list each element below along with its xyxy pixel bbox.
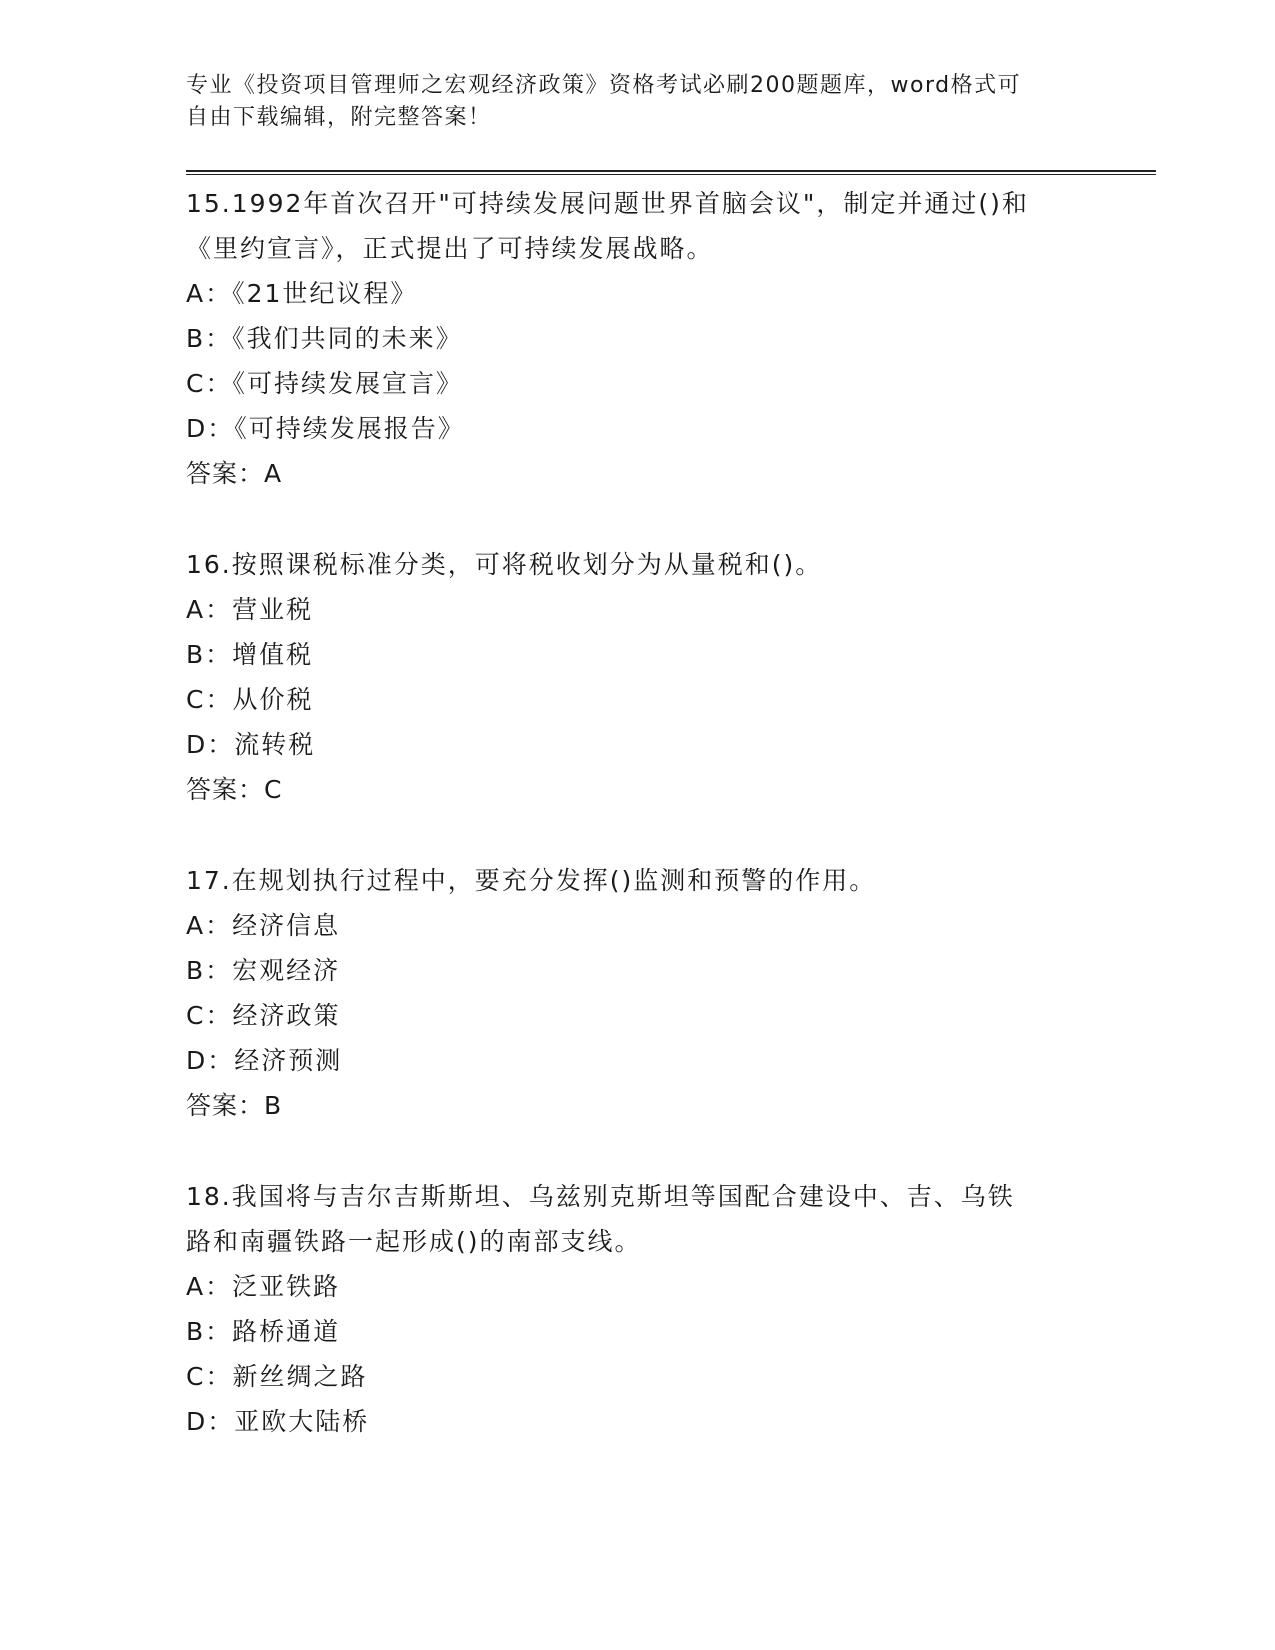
header-line-2: 自由下载编辑，附完整答案！ bbox=[186, 105, 492, 130]
question-18 bbox=[186, 1174, 1156, 1444]
option-d: D：经济预测 bbox=[186, 1046, 343, 1075]
option-a: A：营业税 bbox=[186, 595, 314, 624]
question-stem-line: 18.我国将与吉尔吉斯斯坦、乌兹别克斯坦等国配合建设中、吉、乌铁 bbox=[186, 1182, 1015, 1211]
question-stem-line: 路和南疆铁路一起形成()的南部支线。 bbox=[186, 1227, 642, 1256]
question-17 bbox=[186, 858, 1156, 1128]
answer: 答案：A bbox=[186, 459, 283, 488]
option-b: B：《我们共同的未来》 bbox=[186, 324, 463, 353]
question-stem bbox=[186, 1174, 1086, 1264]
option-b: B：路桥通道 bbox=[186, 1317, 341, 1346]
answer: 答案：C bbox=[186, 775, 283, 804]
option-a: A：泛亚铁路 bbox=[186, 1272, 341, 1301]
option-d: D：亚欧大陆桥 bbox=[186, 1407, 370, 1436]
option-a: A：经济信息 bbox=[186, 911, 341, 940]
option-c: C：《可持续发展宣言》 bbox=[186, 369, 463, 398]
option-b: B：增值税 bbox=[186, 640, 314, 669]
option-b: B：宏观经济 bbox=[186, 956, 341, 985]
question-stem bbox=[186, 542, 1086, 587]
option-c: C：从价税 bbox=[186, 685, 314, 714]
answer: 答案：B bbox=[186, 1091, 283, 1120]
question-stem-line: 《里约宣言》，正式提出了可持续发展战略。 bbox=[186, 234, 714, 263]
question-stem bbox=[186, 858, 1086, 903]
document-page bbox=[186, 70, 1156, 1490]
option-a: A：《21世纪议程》 bbox=[186, 279, 418, 308]
document-header bbox=[186, 70, 1086, 134]
question-stem-line: 17.在规划执行过程中，要充分发挥()监测和预警的作用。 bbox=[186, 866, 877, 895]
question-stem bbox=[186, 181, 1086, 271]
option-d: D：《可持续发展报告》 bbox=[186, 414, 465, 443]
header-line-1: 专业《投资项目管理师之宏观经济政策》资格考试必刷200题题库，word格式可 bbox=[186, 73, 1022, 98]
option-c: C：经济政策 bbox=[186, 1001, 341, 1030]
question-stem-line: 15.1992年首次召开"可持续发展问题世界首脑会议"，制定并通过()和 bbox=[186, 189, 1029, 218]
option-d: D：流转税 bbox=[186, 730, 316, 759]
question-15 bbox=[186, 181, 1156, 496]
question-16 bbox=[186, 542, 1156, 812]
header-divider bbox=[186, 170, 1156, 175]
option-c: C：新丝绸之路 bbox=[186, 1362, 368, 1391]
question-stem-line: 16.按照课税标准分类，可将税收划分为从量税和()。 bbox=[186, 550, 823, 579]
question-list bbox=[186, 181, 1156, 1444]
